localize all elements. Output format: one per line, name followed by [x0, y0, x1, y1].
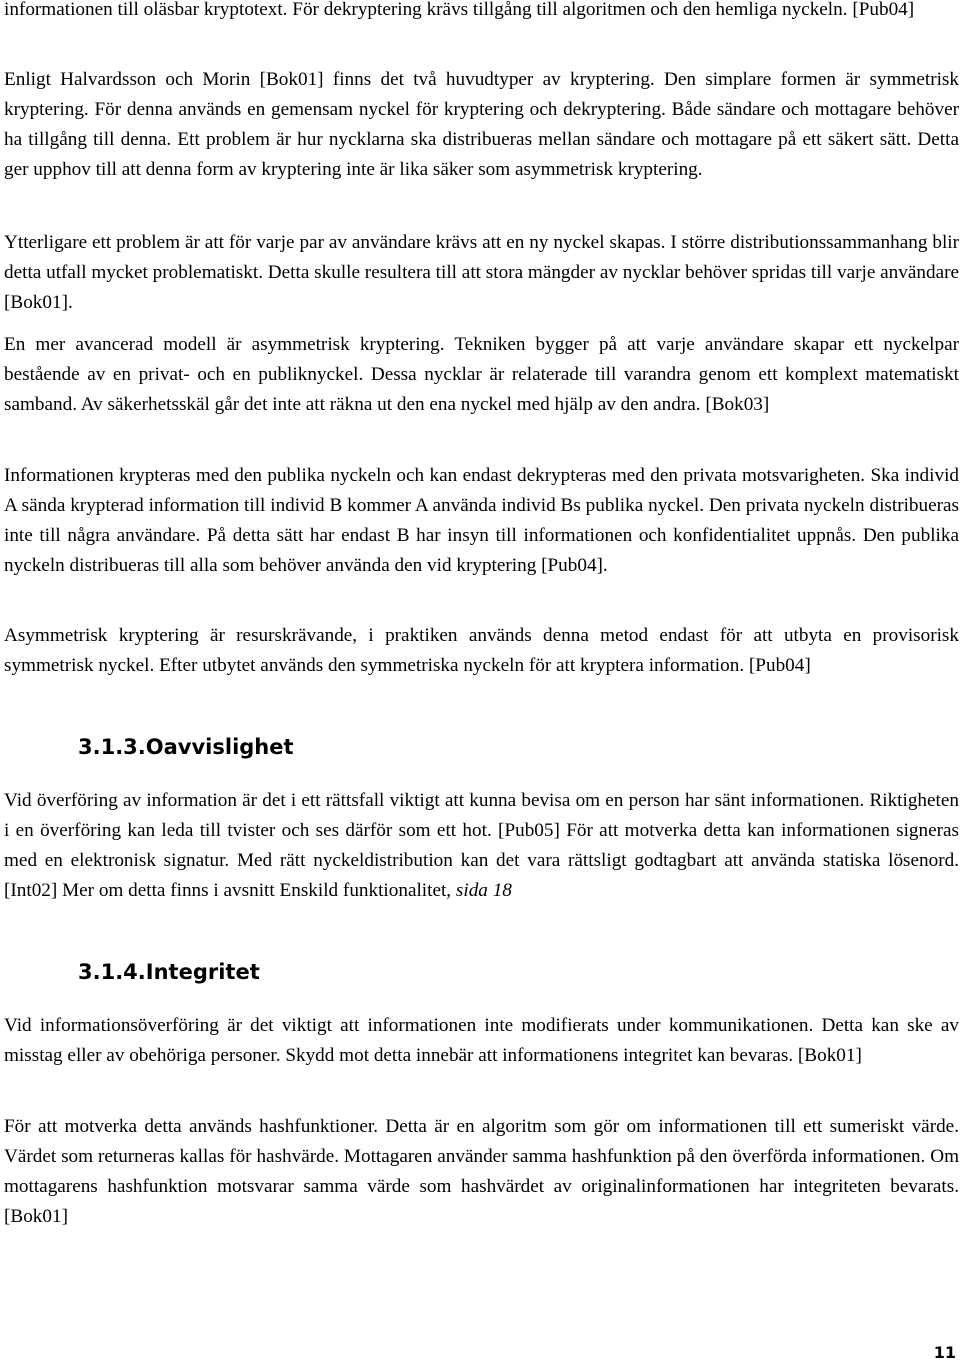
- paragraph-non-repudiation: [4, 786, 959, 906]
- paragraph-continued: informationen till oläsbar kryptotext. För dekryptering krävs tillgång till algoritmen och den hemliga nyckeln. [Pub04]: [4, 0, 915, 20]
- paragraph-resource-demanding: Asymmetrisk kryptering är resurskrävande, i praktiken används denna metod endast för att utbyta en provisorisk symmetrisk nyckel. Efter utbytet används den symmetriska nyckeln för att kryptera information. [Pub04]: [4, 625, 959, 676]
- page-number: 11: [933, 1343, 956, 1362]
- paragraph-hash-functions: För att motverka detta används hashfunktioner. Detta är en algoritm som gör om informationen till ett sumeriskt värde. Värdet som returneras kallas för hashvärde. Mottagaren använder samma hashfunktion på den överförda informationen. Om mottagarens hashfunktion motsvarar samma värde som hashvärdet av originalinformationen har integriteten bevarats. [Bok01]: [4, 1116, 959, 1227]
- section-heading-integritet: [78, 957, 260, 987]
- page-reference-link[interactable]: sida 18: [455, 880, 512, 901]
- section-title: Oavvislighet: [145, 735, 294, 759]
- paragraph-key-problem: Ytterligare ett problem är att för varje par av användare krävs att en ny nyckel skapas. I större distributionssammanhang blir detta utfall mycket problematiskt. Detta skulle resultera till att stora mängder av nycklar behöver spridas till varje användare [Bok01].: [4, 232, 959, 313]
- paragraph-encryption-types: Enligt Halvardsson och Morin [Bok01] finns det två huvudtyper av kryptering. Den simplare formen är symmetrisk kryptering. För denna används en gemensam nyckel för kryptering och dekryptering. Både sändare och mottagare behöver ha tillgång till denna. Ett problem är hur nycklarna ska distribueras mellan sändare och mottagare på ett säkert sätt. Detta ger upphov till att denna form av kryptering inte är lika säker som asymmetrisk kryptering.: [4, 69, 959, 180]
- section-number: 3.1.4.: [78, 960, 146, 984]
- paragraph-integrity: Vid informationsöverföring är det viktigt att informationen inte modifierats under kommunikationen. Detta kan ske av misstag eller av obehöriga personer. Skydd mot detta innebär att informationens integritet kan bevaras. [Bok01]: [4, 1015, 959, 1066]
- section-number: 3.1.3.: [78, 735, 146, 759]
- section-heading-oavvislighet: [78, 732, 294, 762]
- section-title: Integritet: [145, 960, 260, 984]
- paragraph-asymmetric: En mer avancerad modell är asymmetrisk kryptering. Tekniken bygger på att varje användare skapar ett nyckelpar bestående av en privat- och en publiknyckel. Dessa nycklar är relaterade till varandra genom ett komplext matematiskt samband. Av säkerhetsskäl går det inte att räkna ut den ena nyckel med hjälp av den andra. [Bok03]: [4, 334, 959, 415]
- paragraph-public-key: Informationen krypteras med den publika nyckeln och kan endast dekrypteras med den privata motsvarigheten. Ska individ A sända krypterad information till individ B kommer A använda individ Bs publika nyckel. Den privata nyckeln distribueras inte till några användare. På detta sätt har endast B har insyn till informationen och konfidentialitet uppnås. Den publika nyckeln distribueras till alla som behöver använda den vid kryptering [Pub04].: [4, 465, 959, 576]
- paragraph-text: Vid överföring av information är det i ett rättsfall viktigt att kunna bevisa om en person har sänt informationen. Riktigheten i en överföring kan leda till tvister och ses därför som ett hot. [Pub05] För att motverka detta kan informationen signeras med en elektronisk signatur. Med rätt nyckeldistribution kan det vara rättsligt godtagbart att använda statiska lösenord. [Int02] Mer om detta finns i avsnitt Enskild funktionalitet,: [4, 790, 959, 901]
